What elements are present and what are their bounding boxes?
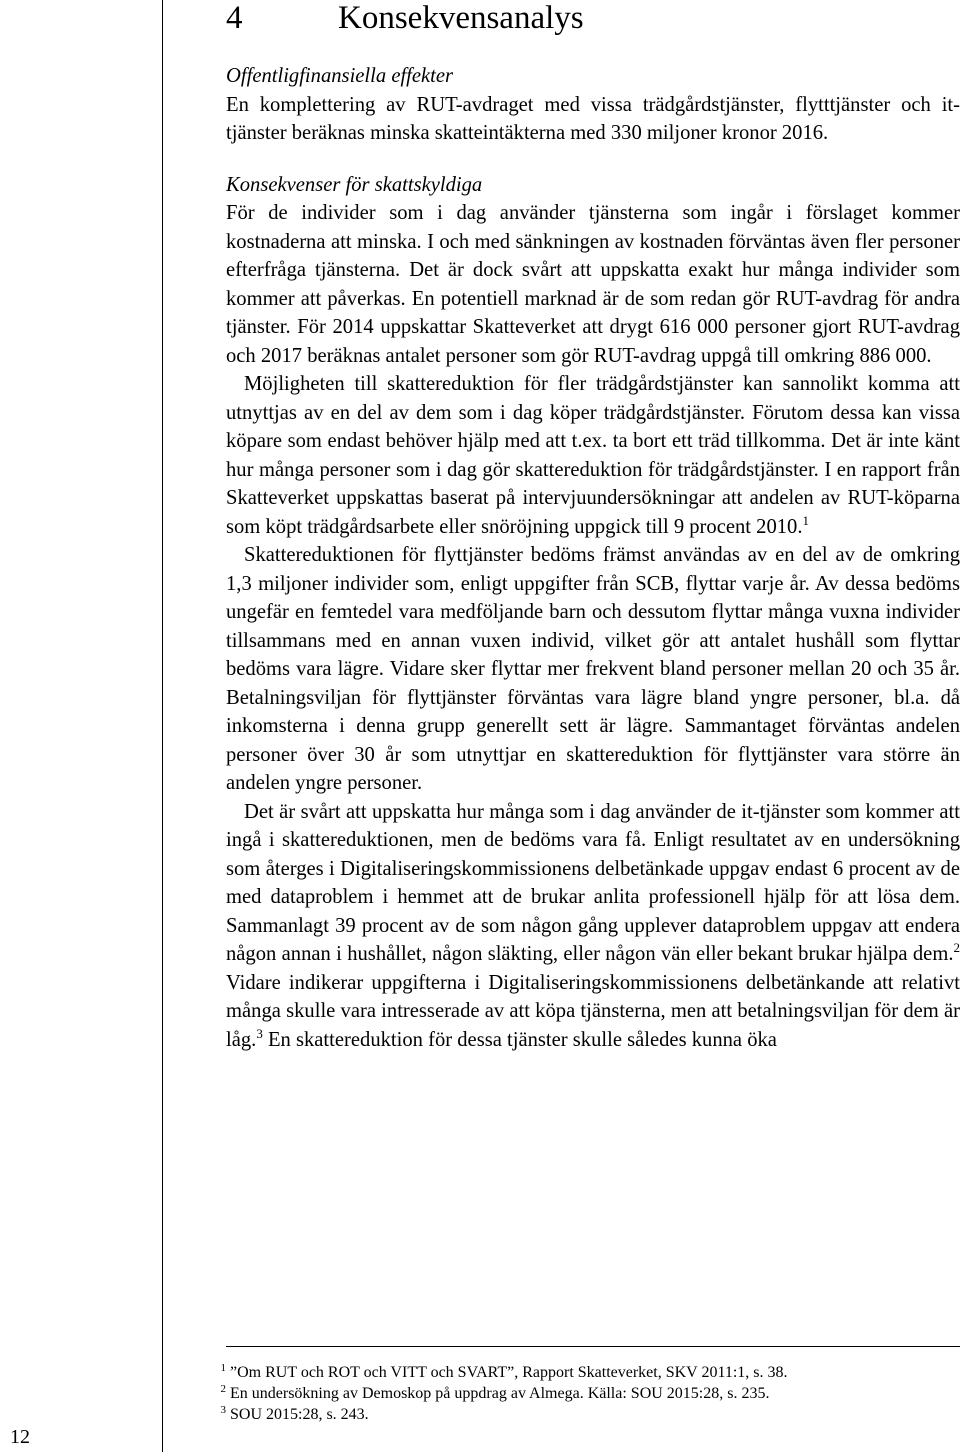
- footnote-text: En undersökning av Demoskop på uppdrag av Almega. Källa: SOU 2015:28, s. 235.: [230, 1385, 770, 1402]
- chapter-title: Konsekvensanalys: [338, 0, 584, 36]
- footnote-ref-3[interactable]: 3: [256, 1025, 263, 1041]
- footnotes: [200, 1362, 960, 1425]
- section-heading-taxpayers: Konsekvenser för skattskyldiga: [226, 173, 483, 196]
- paragraph-text: Det är svårt att uppskatta hur många som i dag använder de it-tjänster som kommer att ingå i skattereduktionen, men de bedöms vara få. Enligt resultatet av en undersökning som återges i Digitaliseringskommissionens delbetänkade uppgav endast 6 procent av de med dataproblem i hemmet att de brukar anlita professionell hjälp för att lösa dem. Sammanlagt 39 procent av de som någon gång upplever dataproblem uppgav att endera någon annan i hushållet, någon släkting, eller någon vän eller bekant brukar hjälpa dem.: [226, 800, 960, 965]
- chapter-number: 4: [226, 0, 243, 36]
- paragraph-text: En skattereduktion för dessa tjänster skulle således kunna öka: [262, 1028, 777, 1051]
- footnote-text: ”Om RUT och ROT och VITT och SVART”, Rapport Skatteverket, SKV 2011:1, s. 38.: [230, 1364, 788, 1381]
- margin-rule: [162, 0, 163, 1452]
- footnote-separator: [226, 1346, 960, 1347]
- chapter-heading: [226, 0, 584, 36]
- paragraph-taxpayers-2: [226, 370, 960, 541]
- paragraph-taxpayers-4: [226, 798, 960, 1055]
- body-text: [226, 62, 960, 1054]
- paragraph-taxpayers-1: För de individer som i dag använder tjänsterna som ingår i förslaget kommer kostnaderna att minska. I och med sänkningen av kostnaden förväntas även fler personer efterfråga tjänsterna. Det är dock svårt att uppskatta exakt hur många individer som kommer att påverkas. En potentiell marknad är de som redan gör RUT-avdrag för andra tjänster. För 2014 uppskattar Skatteverket att drygt 616 000 personer gjort RUT-avdrag och 2017 beräknas antalet personer som gör RUT-avdrag uppgå till omkring 886 000.: [226, 202, 960, 367]
- footnote-text: SOU 2015:28, s. 243.: [230, 1406, 369, 1423]
- footnote: 1 ”Om RUT och ROT och VITT och SVART”, Rapport Skatteverket, SKV 2011:1, s. 38.: [220, 1362, 788, 1381]
- paragraph-taxpayers-3: Skattereduktionen för flyttjänster bedöms främst användas av en del av de omkring 1,3 miljoner individer som, enligt uppgifter från SCB, flyttar varje år. Av dessa bedöms ungefär en femtedel vara medföljande barn och dessutom flyttar många vuxna individer tillsammans med en annan vuxen individ, vilket gör att antalet hushåll som flyttar bedöms vara lägre. Vidare sker flyttar mer frekvent bland personer mellan 20 och 35 år. Betalningsviljan för flyttjänster förväntas vara lägre bland yngre personer, bl.a. då inkomsterna i denna grupp generellt sett är lägre. Sammantaget förväntas andelen personer över 30 år som utnyttjar en skattereduktion för flyttjänster vara större än andelen yngre personer.: [226, 544, 960, 794]
- section-heading-public-finance: Offentligfinansiella effekter: [226, 65, 454, 87]
- footnote: 2 En undersökning av Demoskop på uppdrag av Almega. Källa: SOU 2015:28, s. 235.: [220, 1383, 770, 1402]
- paragraph-text: Möjligheten till skattereduktion för fler trädgårdstjänster kan sannolikt komma att utnyttjas av en del av dem som i dag köper trädgårdstjänster. Förutom dessa kan vissa köpare som endast behöver hjälp med att t.ex. ta bort ett träd tillkomma. Det är inte känt hur många personer som i dag gör skattereduktion för trädgårdstjänster. I en rapport från Skatteverket uppskattas baserat på intervjuundersökningar att andelen av RUT-köparna som köpt trädgårdsarbete eller snöröjning uppgick till 9 procent 2010.: [226, 373, 960, 538]
- footnote: 3 SOU 2015:28, s. 243.: [220, 1404, 369, 1423]
- footnote-ref-1[interactable]: 1: [802, 512, 809, 528]
- page-number: 12: [10, 1426, 30, 1448]
- footnote-ref-2[interactable]: 2: [953, 940, 960, 955]
- paragraph-public-finance: En komplettering av RUT-avdraget med vissa trädgårdstjänster, flytttjänster och it-tjänster beräknas minska skatteintäkterna med 330 miljoner kronor 2016.: [226, 93, 960, 144]
- paragraph-text: Vidare indikerar uppgifterna i Digitaliseringskommissionens delbetänkande att relativt många skulle vara intresserade av att köpa tjänsterna, men att betalningsviljan för dem är låg.: [226, 971, 960, 1051]
